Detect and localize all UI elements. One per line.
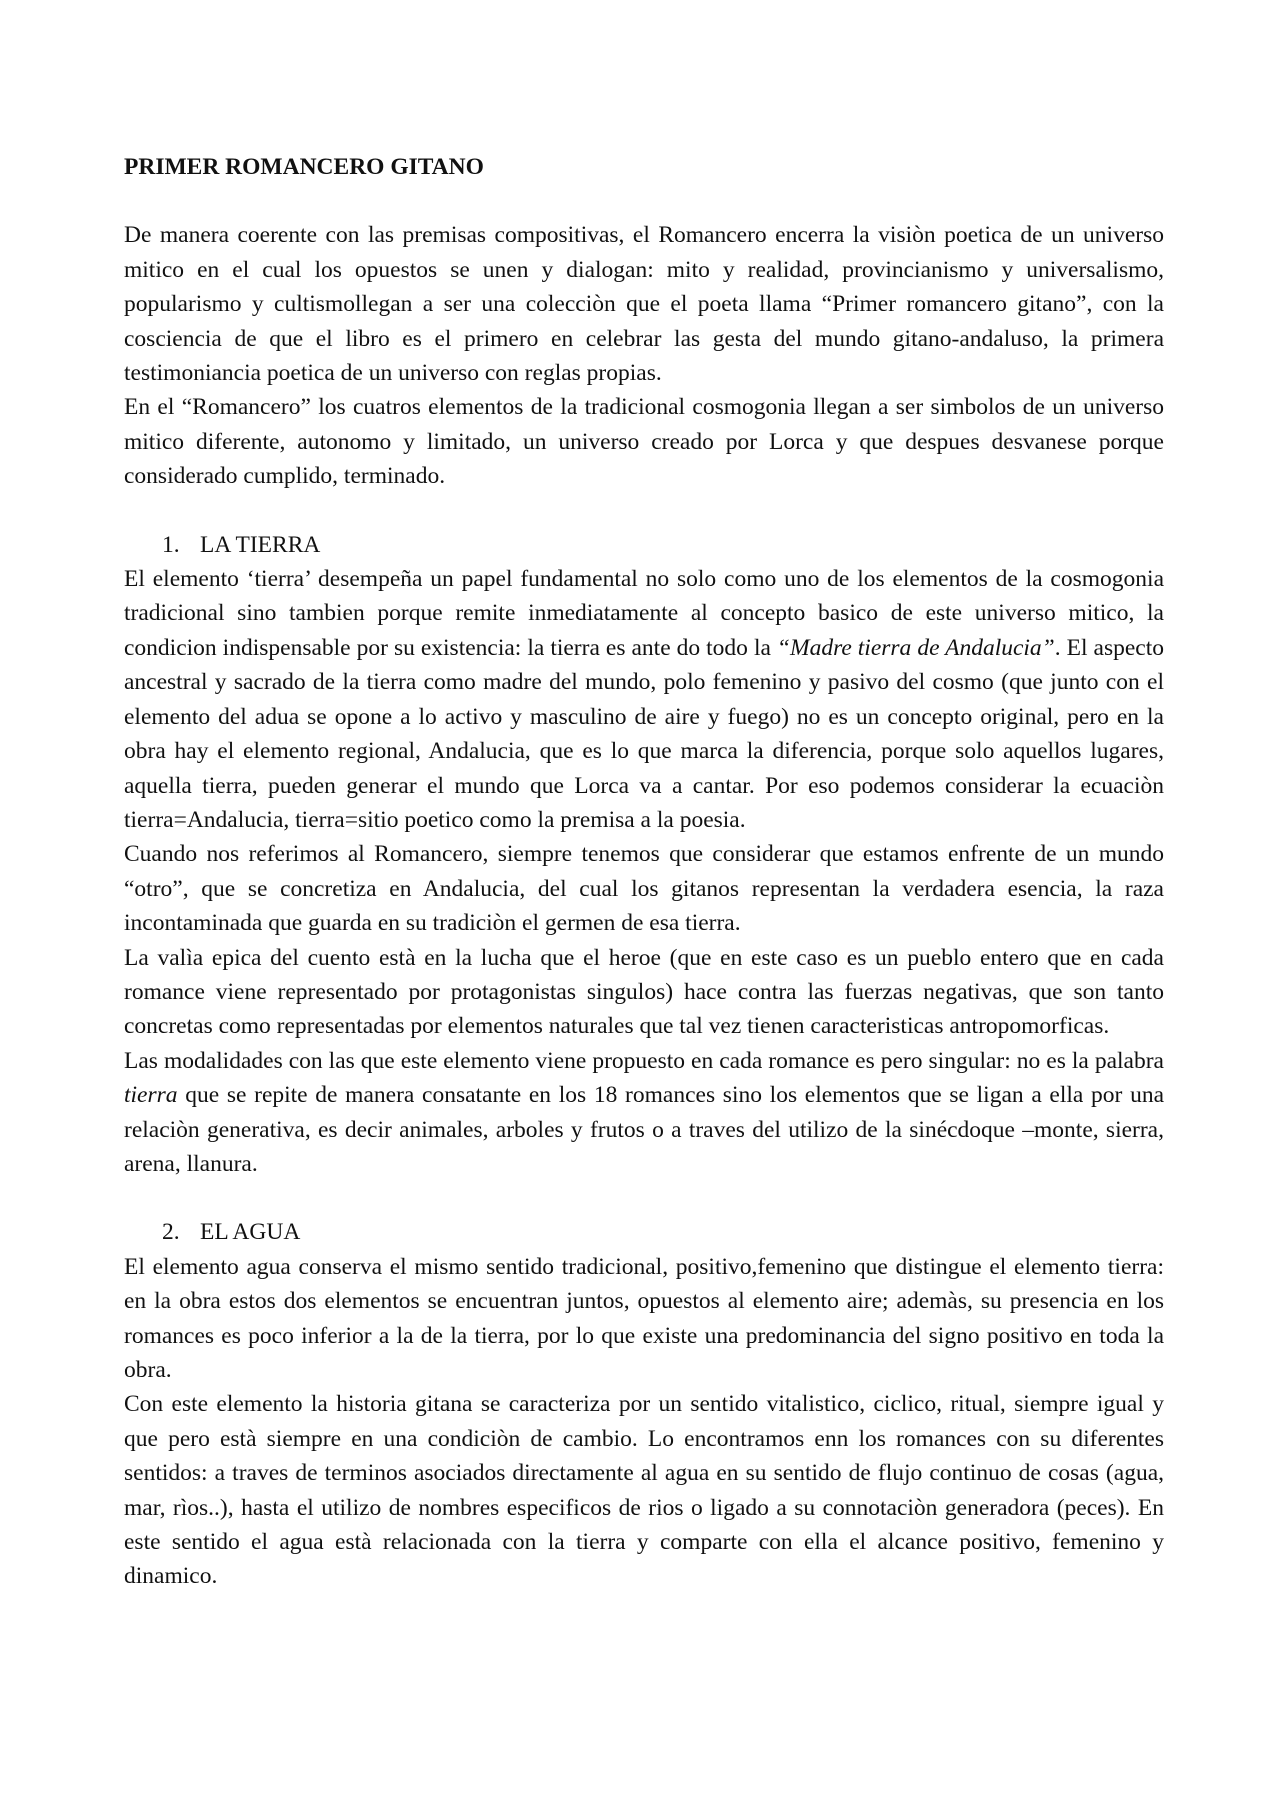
section-number: 1.: [162, 531, 180, 558]
document-page: [124, 150, 1164, 1594]
intro-paragraph-1: De manera coerente con las premisas compositivas, el Romancero encerra la visiòn poetica de un universo mitico en el cual los opuestos se unen y dialogan: mito y realidad, provincianismo y universalismo, popularismo y cultismollegan a ser una colecciòn que el poeta llama “Primer romancero gitano”, con la cosciencia de que el libro es el primero en celebrar las gesta del mundo gitano-andaluso, la primera testimoniancia poetica de un universo con reglas propias.: [124, 222, 1164, 387]
tierra-paragraph-4: Las modalidades con las que este elemento viene propuesto en cada romance es pero singular: no es la palabra tierra que se repite de manera consatante en los 18 romances sino los elementos que se ligan a ella por una relaciòn generativa, es decir animales, arboles y frutos o a traves del utilizo de la sinécdoque –monte, sierra, arena, llanura.: [124, 1047, 1164, 1177]
emphasis-tierra: tierra: [124, 1082, 178, 1109]
tierra-paragraph-1: El elemento ‘tierra’ desempeña un papel fundamental no solo como uno de los elementos de la cosmogonia tradicional sino tambien porque remite inmediatamente al concepto basico de este universo mitico, la condicion indispensable por su existencia: la tierra es ante do todo la “Madre tierra de Andalucia”. El aspecto ancestral y sacrado de la tierra como madre del mundo, polo femenino y pasivo del cosmo (que junto con el elemento del adua se opone a lo activo y masculino de aire y fuego) no es un concepto original, pero en la obra hay el elemento regional, Andalucia, que es lo que marca la diferencia, porque solo aquellos lugares, aquella tierra, pueden generar el mundo que Lorca va a cantar. Por eso podemos considerar la ecuaciòn tierra=Andalucia, tierra=sitio poetico como la premisa a la poesia.: [124, 566, 1165, 833]
intro-paragraph-2: En el “Romancero” los cuatros elementos de la tradicional cosmogonia llegan a ser simbolos de un universo mitico diferente, autonomo y limitado, un universo creado por Lorca y que despues desvanese porque considerado cumplido, terminado.: [124, 394, 1164, 490]
section-heading-el-agua: [124, 1215, 1164, 1249]
section-heading-text: EL AGUA: [200, 1219, 301, 1246]
agua-paragraph-1: El elemento agua conserva el mismo sentido tradicional, positivo,femenino que distingue el elemento tierra: en la obra estos dos elementos se encuentran juntos, opuestos al elemento aire; ademàs, su presencia en los romances es poco inferior a la de la tierra, por lo que existe una predominancia del signo positivo en toda la obra.: [124, 1253, 1164, 1383]
section-heading-la-tierra: [124, 528, 1164, 562]
tierra-paragraph-2: Cuando nos referimos al Romancero, siempre tenemos que considerar que estamos enfrente de un mundo “otro”, que se concretiza en Andalucia, del cual los gitanos representan la verdadera esencia, la raza incontaminada que guarda en su tradiciòn el germen de esa tierra.: [124, 841, 1164, 937]
agua-paragraph-2: Con este elemento la historia gitana se caracteriza por un sentido vitalistico, ciclico, ritual, siempre igual y que pero està siempre en una condiciòn de cambio. Lo encontramos enn los romances con su diferentes sentidos: a traves de terminos asociados directamente al agua en su sentido de flujo continuo de cosas (agua, mar, rìos..), hasta el utilizo de nombres especificos de rios o ligado a su connotaciòn generadora (peces). En este sentido el agua està relacionada con la tierra y comparte con ella el alcance positivo, femenino y dinamico.: [124, 1391, 1164, 1590]
section-heading-text: LA TIERRA: [200, 531, 321, 558]
emphasis-madre-tierra: “Madre tierra de Andalucia”: [776, 634, 1055, 661]
tierra-paragraph-3: La valìa epica del cuento està en la lucha que el heroe (que en este caso es un pueblo entero que en cada romance viene representado por protagonistas singulos) hace contra las fuerzas negativas, que son tanto concretas como representadas por elementos naturales que tal vez tienen caracteristicas antropomorficas.: [124, 944, 1164, 1040]
document-title: PRIMER ROMANCERO GITANO: [124, 154, 484, 180]
section-number: 2.: [162, 1219, 180, 1246]
